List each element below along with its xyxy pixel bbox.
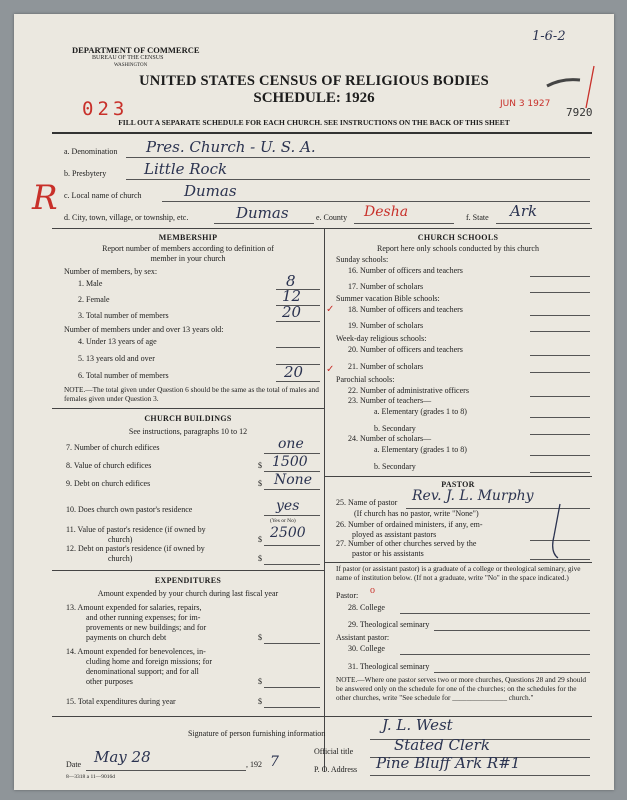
q25-label: 25. Name of pastor bbox=[336, 498, 398, 507]
membership-heading: MEMBERSHIP bbox=[158, 233, 218, 242]
q9-dollar: $ bbox=[258, 479, 262, 488]
q25-note: (If church has no pastor, write "None") bbox=[354, 509, 479, 518]
pastor-heading: PASTOR bbox=[441, 480, 475, 489]
q23-label: 23. Number of teachers— bbox=[348, 396, 432, 405]
q8-dollar: $ bbox=[258, 461, 262, 470]
q26-label-2: ployed as assistant pastors bbox=[352, 530, 437, 539]
city-label: d. City, town, village, or township, etc. bbox=[64, 213, 189, 222]
q24b-line bbox=[530, 472, 590, 473]
q15-line bbox=[264, 707, 320, 708]
q8-value: 1500 bbox=[272, 454, 308, 470]
presbytery-line bbox=[126, 179, 590, 180]
po-line bbox=[370, 775, 590, 776]
q11-label-2: church) bbox=[108, 535, 133, 544]
stamp-number: 7920 bbox=[566, 106, 593, 119]
year-label: , 192 bbox=[246, 760, 262, 769]
date-label: Date bbox=[66, 760, 82, 769]
buildings-rule bbox=[52, 408, 324, 409]
q20-line bbox=[530, 355, 590, 356]
q9-value: None bbox=[274, 472, 312, 488]
title-label: Official title bbox=[314, 747, 354, 756]
schools-heading: CHURCH SCHOOLS bbox=[417, 233, 499, 242]
q28-line bbox=[400, 613, 590, 614]
q4-label: 4. Under 13 years of age bbox=[78, 337, 157, 346]
state-line bbox=[496, 223, 590, 224]
po-value: Pine Bluff Ark R#1 bbox=[376, 754, 521, 772]
q12-line bbox=[264, 564, 320, 565]
margin-mark: R bbox=[32, 178, 58, 218]
pastor-note: NOTE.—Where one pastor serves two or more churches, Questions 28 and 29 should be answered only on the schedule for one of the churches; on the schedules for the other churches, write "See schedule for _______________ church." bbox=[336, 675, 587, 702]
form-code: 8—3318 a 11—9016d bbox=[66, 774, 115, 780]
summer-label: Summer vacation Bible schools: bbox=[336, 294, 440, 303]
pastor-sub-label: Pastor: bbox=[336, 591, 359, 600]
q24a-label: a. Elementary (grades 1 to 8) bbox=[374, 445, 467, 454]
city-line bbox=[214, 223, 314, 224]
q17-line bbox=[530, 292, 590, 293]
q14-line-3: denominational support; and for all bbox=[86, 667, 199, 676]
q1-value: 8 bbox=[286, 272, 296, 290]
city-value: Dumas bbox=[236, 204, 289, 222]
q9-line bbox=[264, 489, 320, 490]
graduate-note: If pastor (or assistant pastor) is a graduate of a college or theological seminary, give name of institution below. (If not a graduate, write "No" in the space indicated.) bbox=[336, 564, 581, 582]
local-name-value: Dumas bbox=[184, 182, 237, 200]
q14-line-1: 14. Amount expended for benevolences, in- bbox=[66, 647, 206, 656]
q13-dollar: $ bbox=[258, 633, 262, 642]
membership-intro-2: member in your church bbox=[150, 254, 226, 263]
q31-line bbox=[434, 672, 590, 673]
footer-rule bbox=[52, 716, 592, 717]
expenditures-heading: EXPENDITURES bbox=[154, 576, 222, 585]
q11-dollar: $ bbox=[258, 535, 262, 544]
schedule-number: 023 bbox=[82, 98, 129, 120]
q8-label: 8. Value of church edifices bbox=[66, 461, 152, 470]
q23a-label: a. Elementary (grades 1 to 8) bbox=[374, 407, 467, 416]
q6-value: 20 bbox=[284, 363, 304, 381]
pen-stroke-icon bbox=[544, 502, 568, 562]
q4-line bbox=[276, 347, 320, 348]
denomination-label: a. Denomination bbox=[64, 147, 118, 156]
q16-line bbox=[530, 276, 590, 277]
q27-label-2: pastor or his assistants bbox=[352, 549, 424, 558]
q21-label: 21. Number of scholars bbox=[348, 362, 424, 371]
q24-label: 24. Number of scholars— bbox=[348, 434, 432, 443]
q13-line bbox=[264, 643, 320, 644]
q24b-label: b. Secondary bbox=[374, 462, 416, 471]
q28-label: 28. College bbox=[348, 603, 385, 612]
q14-line-2: cluding home and foreign missions; for bbox=[86, 657, 212, 666]
denomination-line bbox=[126, 157, 590, 158]
header-divider bbox=[52, 132, 592, 134]
local-name-label: c. Local name of church bbox=[64, 191, 142, 200]
q15-dollar: $ bbox=[258, 697, 262, 706]
center-divider bbox=[324, 228, 325, 772]
q13-line-3: provements or new buildings; and for bbox=[86, 623, 207, 632]
membership-note: NOTE.—The total given under Question 6 should be the same as the total of males and females given under Question 3. bbox=[64, 385, 319, 403]
pastor-rule bbox=[324, 476, 592, 477]
q26-label: 26. Number of ordained ministers, if any, em- bbox=[336, 520, 483, 529]
q16-label: 16. Number of officers and teachers bbox=[348, 266, 463, 275]
q12-dollar: $ bbox=[258, 554, 262, 563]
q14-dollar: $ bbox=[258, 677, 262, 686]
pastor-mark-icon: o bbox=[370, 585, 375, 596]
q30-label: 30. College bbox=[348, 644, 385, 653]
q29-label: 29. Theological seminary bbox=[348, 620, 430, 629]
q22-line bbox=[530, 396, 590, 397]
weekday-label: Week-day religious schools: bbox=[336, 334, 427, 343]
q7-label: 7. Number of church edifices bbox=[66, 443, 160, 452]
county-value: Desha bbox=[364, 204, 409, 220]
q1-label: 1. Male bbox=[78, 279, 103, 288]
q10-line bbox=[264, 515, 320, 516]
q25-value: Rev. J. L. Murphy bbox=[412, 488, 534, 504]
table-top-rule bbox=[52, 228, 592, 229]
q13-line-4: payments on church debt bbox=[86, 633, 167, 642]
q2-label: 2. Female bbox=[78, 295, 110, 304]
schools-intro: Report here only schools conducted by this church bbox=[377, 244, 539, 253]
instruction-line: FILL OUT A SEPARATE SCHEDULE FOR EACH CHURCH. SEE INSTRUCTIONS ON THE BACK OF THIS SHEET bbox=[118, 118, 510, 127]
bureau-heading: BUREAU OF THE CENSUS bbox=[92, 55, 164, 61]
q23b-label: b. Secondary bbox=[374, 424, 416, 433]
q22-label: 22. Number of administrative officers bbox=[348, 386, 469, 395]
county-label: e. County bbox=[316, 213, 348, 222]
under-over-label: Number of members under and over 13 years old: bbox=[64, 325, 224, 334]
expenditures-intro: Amount expended by your church during last fiscal year bbox=[97, 589, 279, 598]
city-heading: WASHINGTON bbox=[114, 63, 148, 68]
q14-line bbox=[264, 687, 320, 688]
q17-label: 17. Number of scholars bbox=[348, 282, 424, 291]
sunday-label: Sunday schools: bbox=[336, 255, 389, 264]
q12-label-2: church) bbox=[108, 554, 133, 563]
denomination-value: Pres. Church - U. S. A. bbox=[146, 138, 316, 156]
assistant-label: Assistant pastor: bbox=[336, 633, 390, 642]
q11-label: 11. Value of pastor's residence (if owned by bbox=[66, 525, 206, 534]
date-value: May 28 bbox=[94, 748, 151, 766]
q23a-line bbox=[530, 417, 590, 418]
q29-line bbox=[434, 630, 590, 631]
q23b-line bbox=[530, 434, 590, 435]
q5-label: 5. 13 years old and over bbox=[78, 354, 155, 363]
graduate-rule bbox=[324, 562, 592, 563]
membership-intro-1: Report number of members according to definition of bbox=[102, 244, 274, 253]
q6-check-icon: ✓ bbox=[326, 364, 335, 375]
q21-line bbox=[530, 372, 590, 373]
q12-label: 12. Debt on pastor's residence (if owned by bbox=[66, 544, 205, 553]
q19-line bbox=[530, 331, 590, 332]
date-line bbox=[86, 770, 246, 771]
received-stamp: JUN 3 1927 bbox=[500, 99, 551, 109]
q24a-line bbox=[530, 455, 590, 456]
by-sex-label: Number of members, by sex: bbox=[64, 267, 158, 276]
q15-label: 15. Total expenditures during year bbox=[66, 697, 176, 706]
q31-label: 31. Theological seminary bbox=[348, 662, 430, 671]
q30-line bbox=[400, 654, 590, 655]
q3-value: 20 bbox=[282, 303, 302, 321]
department-heading: DEPARTMENT OF COMMERCE bbox=[72, 45, 200, 55]
q10-label: 10. Does church own pastor's residence bbox=[66, 505, 193, 514]
q18-line bbox=[530, 315, 590, 316]
parochial-label: Parochial schools: bbox=[336, 375, 395, 384]
form-title: UNITED STATES CENSUS OF RELIGIOUS BODIES bbox=[139, 73, 489, 89]
q10-value: yes bbox=[276, 498, 300, 514]
expenditures-rule bbox=[52, 570, 324, 571]
q9-label: 9. Debt on church edifices bbox=[66, 479, 151, 488]
presbytery-value: Little Rock bbox=[144, 160, 228, 178]
q27-label: 27. Number of other churches served by the bbox=[336, 539, 477, 548]
signature-label: Signature of person furnishing information bbox=[188, 729, 326, 738]
handwritten-date-mark: 1-6-2 bbox=[532, 29, 566, 44]
q18-label: 18. Number of officers and teachers bbox=[348, 305, 463, 314]
year-value: 7 bbox=[270, 754, 279, 770]
title-value: Stated Clerk bbox=[394, 736, 490, 754]
q6-line bbox=[276, 381, 320, 382]
county-line bbox=[354, 223, 454, 224]
state-label: f. State bbox=[466, 213, 489, 222]
q3-label: 3. Total number of members bbox=[78, 311, 169, 320]
q3-line bbox=[276, 321, 320, 322]
buildings-see: See instructions, paragraphs 10 to 12 bbox=[128, 427, 248, 436]
yes-no-hint: (Yes or No) bbox=[270, 518, 296, 524]
q6-label: 6. Total number of members bbox=[78, 371, 169, 380]
presbytery-label: b. Presbytery bbox=[64, 169, 107, 178]
buildings-heading: CHURCH BUILDINGS bbox=[144, 414, 232, 423]
q20-label: 20. Number of officers and teachers bbox=[348, 345, 463, 354]
pen-mark-icon bbox=[542, 64, 602, 109]
q14-line-4: other purposes bbox=[86, 677, 133, 686]
schedule-title: SCHEDULE: 1926 bbox=[253, 90, 375, 106]
q2-value: 12 bbox=[282, 287, 302, 305]
q11-line bbox=[264, 545, 320, 546]
state-value: Ark bbox=[510, 202, 538, 220]
q13-line-2: and other running expenses; for im- bbox=[86, 613, 201, 622]
po-label: P. O. Address bbox=[314, 765, 358, 774]
q11-value: 2500 bbox=[270, 525, 306, 541]
q19-label: 19. Number of scholars bbox=[348, 321, 424, 330]
census-schedule-sheet bbox=[14, 14, 614, 790]
q3-check-icon: ✓ bbox=[326, 304, 335, 315]
q13-line-1: 13. Amount expended for salaries, repairs, bbox=[66, 603, 202, 612]
q7-value: one bbox=[278, 436, 304, 452]
signature-value: J. L. West bbox=[382, 716, 453, 734]
